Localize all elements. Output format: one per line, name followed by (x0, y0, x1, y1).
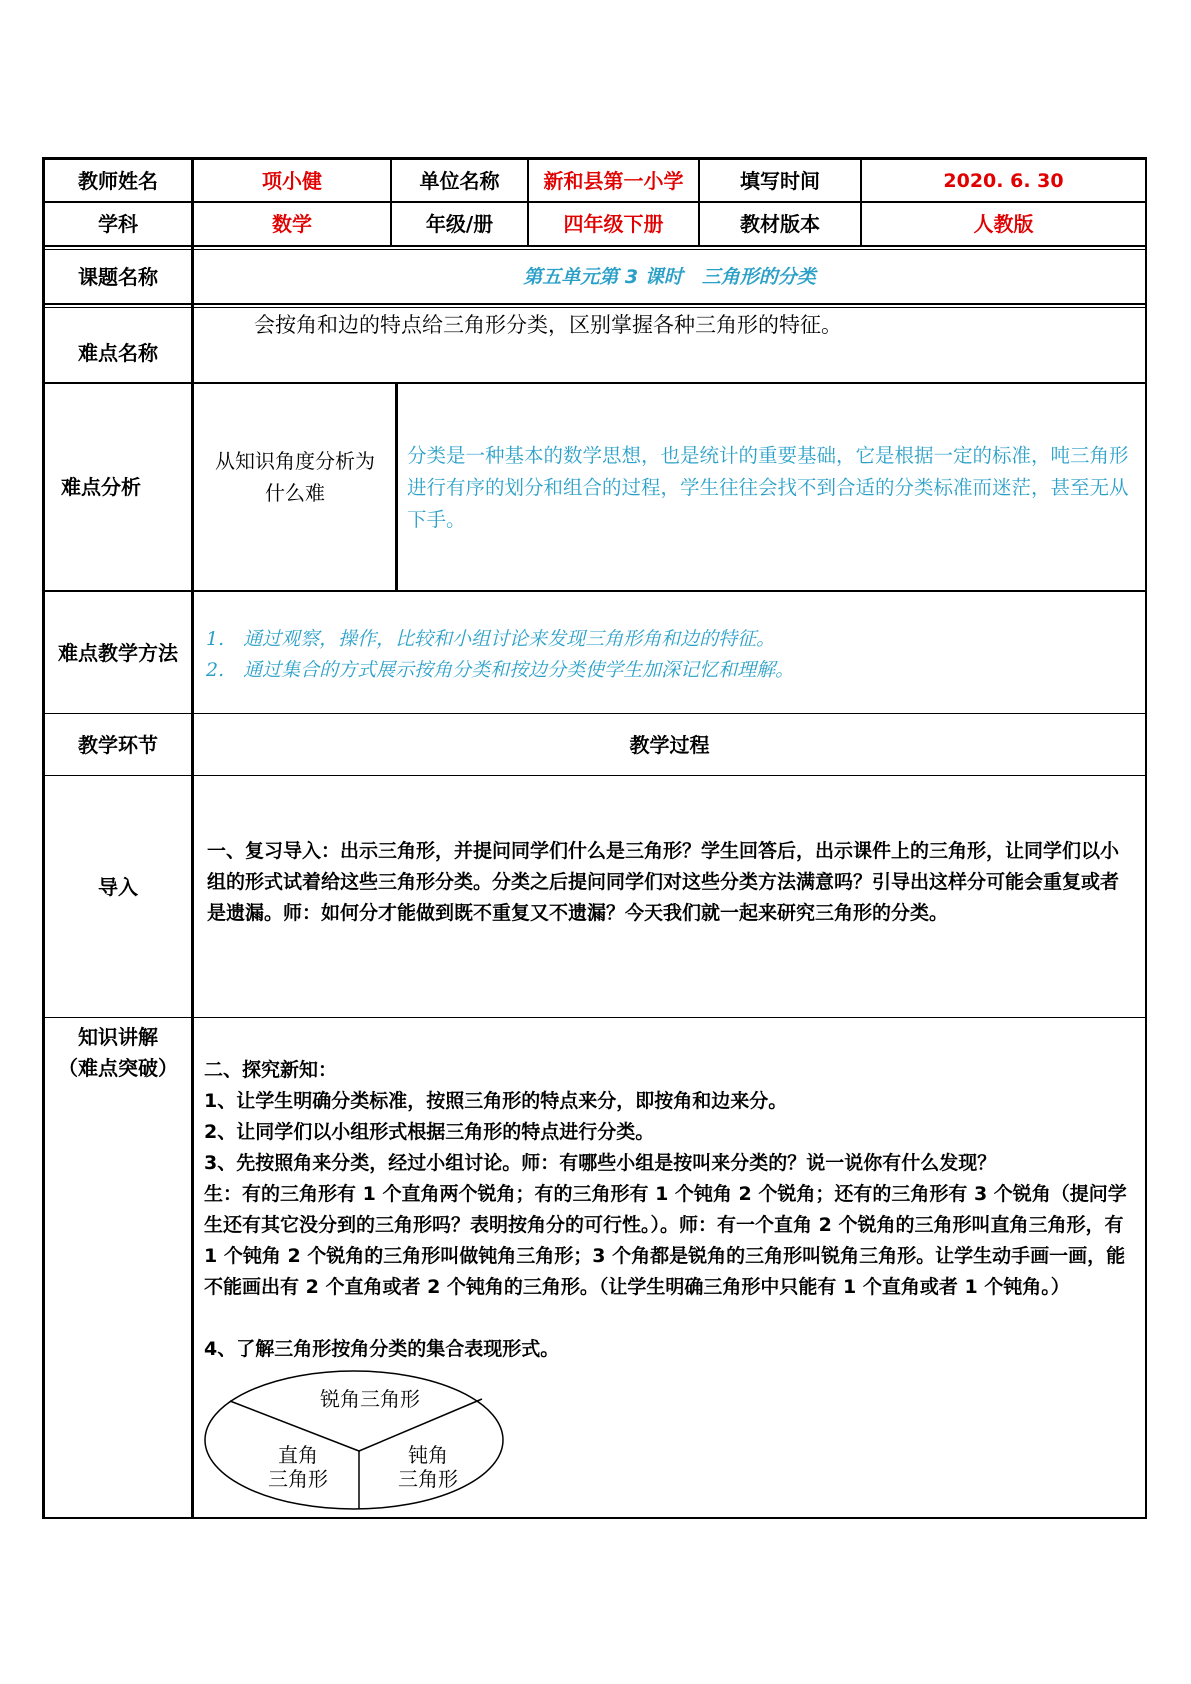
edition-label: 教材版本 (740, 212, 820, 236)
unit-name-label: 单位名称 (419, 168, 500, 193)
knowledge-paragraph-2: 2、让同学们以小组形式根据三角形的特点进行分类。 (204, 1121, 655, 1143)
edition-value: 人教版 (973, 212, 1034, 236)
analysis-text: 分类是一种基本的数学思想，也是统计的重要基础，它是根据一定的标准，吨三角形进行有序的划分和组合的过程，学生往往会找不到合适的分类标准而迷茫，甚至无从下手。 (407, 444, 1129, 531)
topic-label: 课题名称 (78, 264, 158, 289)
table-rule (42, 1017, 1147, 1018)
table-col-divider (395, 383, 398, 591)
difficulty-label: 难点名称 (78, 341, 158, 365)
table-rule (42, 382, 1147, 384)
table-border-bottom (42, 1517, 1147, 1519)
knowledge-label (45, 1022, 191, 1084)
knowledge-paragraph-3: 3、先按照角来分类，经过小组讨论。师：有哪些小组是按叫来分类的？说一说你有什么发现？ (204, 1152, 997, 1174)
subject-value: 数学 (272, 212, 312, 236)
knowledge-label-line1: 知识讲解 (78, 1025, 158, 1049)
diagram-obtuse-line1: 钝角 (408, 1443, 448, 1467)
knowledge-paragraph-4: 生：有的三角形有 1 个直角两个锐角；有的三角形有 1 个钝角 2 个锐角；还有的三角形有 3 个锐角（提问学生还有其它没分到的三角形吗？表明按角分的可行性。）。师：有一个直角 2 个锐角的三角形叫直角三角形，有 1 个钝角 2 个锐角的三角形叫做钝角三角形；3 个角都是锐角的三角形叫锐角三角形。让学生动手画一画，能不能画出有 2 个直角或者 2 个钝角的三角形。（让学生明确三角形中只能有 1 个直角或者 1 个钝角。） (204, 1183, 1127, 1298)
intro-text: 一、复习导入：出示三角形，并提问同学们什么是三角形？学生回答后，出示课件上的三角形，让同学们以小组的形式试着给这些三角形分类。分类之后提问同学们对这些分类方法满意吗？引导出这样分可能会重复或者是遗漏。师：如何分才能做到既不重复又不遗漏？今天我们就一起来研究三角形的分类。 (207, 840, 1120, 924)
analysis-label: 难点分析 (61, 475, 141, 499)
table-rule (42, 307, 1147, 308)
fill-date-label: 填写时间 (740, 168, 820, 193)
unit-name-value: 新和县第一小学 (543, 168, 684, 193)
process-header: 教学过程 (629, 732, 710, 757)
diagram-right-label (248, 1443, 348, 1491)
methods-label: 难点教学方法 (58, 640, 178, 665)
knowledge-paragraph-1: 1、让学生明确分类标准，按照三角形的特点来分，即按角和边来分。 (204, 1090, 788, 1112)
table-rule (42, 775, 1147, 776)
table-rule (42, 303, 1147, 305)
teacher-name-label: 教师姓名 (78, 168, 158, 193)
grade-label: 年级/册 (425, 212, 494, 236)
diagram-obtuse-label (378, 1443, 478, 1491)
table-rule (42, 245, 1147, 247)
topic-value: 第五单元第 3 课时 三角形的分类 (523, 265, 816, 288)
teacher-name-value: 项小健 (262, 168, 322, 193)
method-item-2: 2. 通过集合的方式展示按角分类和按边分类使学生加深记忆和理解。 (206, 659, 795, 681)
analysis-sub-label: 从知识角度分析为什么难 (215, 449, 375, 505)
diagram-obtuse-line2: 三角形 (398, 1467, 458, 1491)
stage-header: 教学环节 (78, 732, 158, 757)
grade-value: 四年级下册 (563, 212, 664, 236)
intro-label: 导入 (98, 874, 138, 899)
table-border-right (1145, 157, 1147, 1519)
subject-label: 学科 (98, 212, 138, 236)
knowledge-label-line2: （难点突破） (58, 1056, 178, 1080)
method-item-1: 1. 通过观察，操作，比较和小组讨论来发现三角形角和边的特征。 (206, 628, 776, 650)
knowledge-heading: 二、探究新知： (204, 1059, 338, 1081)
difficulty-value: 会按角和边的特点给三角形分类，区别掌握各种三角形的特征。 (254, 313, 842, 337)
diagram-right-line1: 直角 (278, 1443, 318, 1467)
diagram-right-line2: 三角形 (268, 1467, 328, 1491)
diagram-acute-label: 锐角三角形 (320, 1387, 420, 1411)
table-col-divider (191, 157, 194, 1519)
fill-date-value: 2020. 6. 30 (943, 169, 1064, 192)
table-rule (42, 590, 1147, 592)
knowledge-paragraph-5: 4、了解三角形按角分类的集合表现形式。 (204, 1338, 560, 1360)
